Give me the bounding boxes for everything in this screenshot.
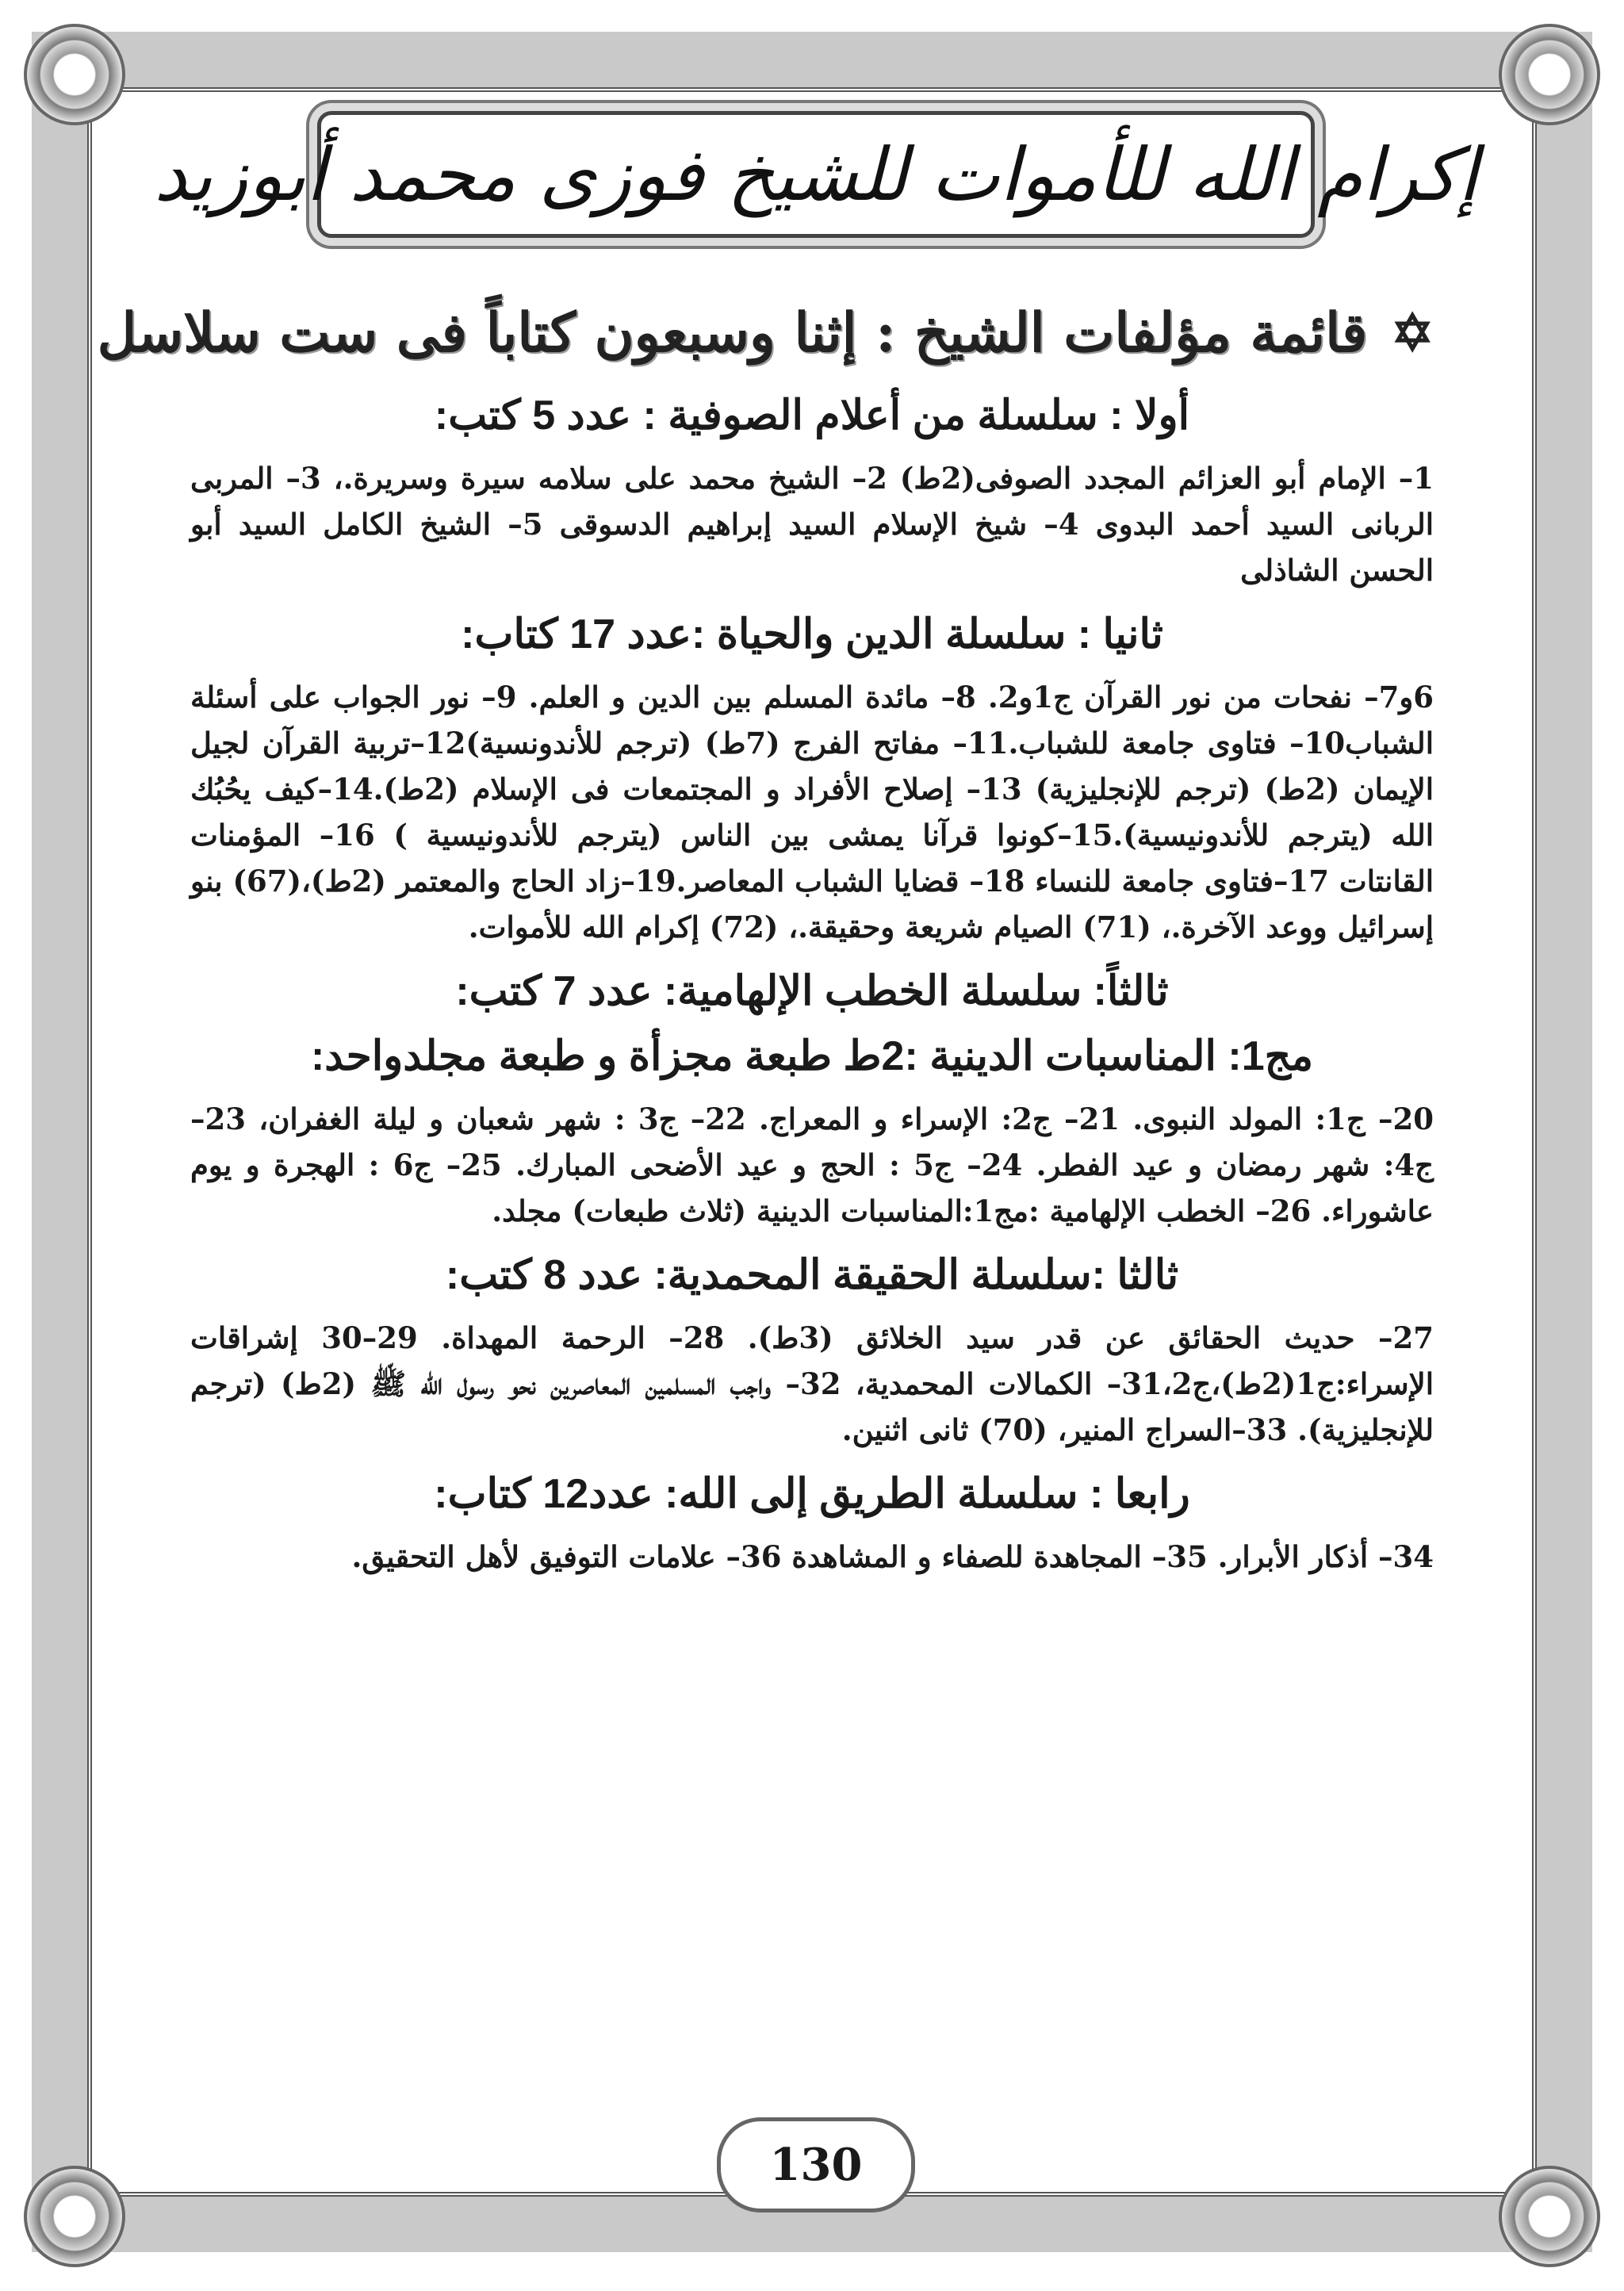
corner-ornament: [1499, 24, 1600, 125]
corner-ornament: [24, 24, 125, 125]
section-paragraph: 27– حديث الحقائق عن قدر سيد الخلائق (3ط). 28– الرحمة المهداة. 29–30 إشراقات الإسراء:ج1(2ط)،ج31،2– الكمالات المحمدية، 32– واجب المسلمين المعاصرين نحو رسول الله ﷺ (2ط) (ترجم للإنجليزية). 33–السراج المنير، (70) ثانى اثنين.: [190, 1320, 1434, 1447]
corner-ornament: [24, 2166, 125, 2267]
section-paragraph: 1– الإمام أبو العزائم المجدد الصوفى(2ط) 2– الشيخ محمد على سلامه سيرة وسريرة.، 3– المربى الربانى السيد أحمد البدوى 4– شيخ الإسلام السيد إبراهيم الدسوقى 5– الشيخ الكامل السيد أبو الحسن الشاذلى: [190, 461, 1434, 588]
section-paragraph: 34– أذكار الأبرار. 35– المجاهدة للصفاء و المشاهدة 36– علامات التوفيق لأهل التحقيق.: [351, 1539, 1434, 1574]
page-content: [97, 301, 1434, 1591]
corner-ornament: [1499, 2166, 1600, 2267]
section-heading: أولا : سلسلة من أعلام الصوفية : عدد 5 كتب:: [434, 393, 1190, 439]
section-heading: رابعا : سلسلة الطريق إلى الله: عدد12 كتاب:: [434, 1471, 1190, 1517]
section-paragraph: 6و7– نفحات من نور القرآن ج1و2. 8– مائدة المسلم بين الدين و العلم. 9– نور الجواب على أسئلة الشباب10– فتاوى جامعة للشباب.11– مفاتح الفرج (7ط) (ترجم للأندونسية)12–تربية القرآن لجيل الإيمان (2ط) (ترجم للإنجليزية) 13– إصلاح الأفراد و المجتمعات فى الإسلام (2ط).14–كيف يحُبُك الله (يترجم للأندونيسية).15–كونوا قرآنا يمشى بين الناس (يترجم للأندونيسية ) 16– المؤمنات القانتات 17–فتاوى جامعة للنساء 18– قضايا الشباب المعاصر.19–زاد الحاج والمعتمر (2ط)،(67) بنو إسرائيل ووعد الآخرة.، (71) الصيام شريعة وحقيقة.، (72) إكرام الله للأموات.: [190, 680, 1434, 944]
page-number: 130: [717, 2117, 915, 2212]
list-title: [97, 301, 1434, 365]
header-banner: [154, 111, 1478, 238]
star-outline-icon: ✡: [1391, 303, 1434, 363]
section-heading: ثانيا : سلسلة الدين والحياة :عدد 17 كتاب:: [461, 611, 1163, 657]
book-title: إكرام الله للأموات للشيخ فوزى محمد أبوزيد: [154, 132, 1478, 217]
list-title-text: قائمة مؤلفات الشيخ : إثنا وسبعون كتاباً فى ست سلاسل: [97, 301, 1368, 365]
section-subheading: مج1: المناسبات الدينية :2ط طبعة مجزأة و طبعة مجلدواحد:: [310, 1033, 1314, 1079]
section-heading: ثالثاً: سلسلة الخطب الإلهامية: عدد 7 كتب:: [455, 968, 1169, 1014]
section-heading: ثالثا :سلسلة الحقيقة المحمدية: عدد 8 كتب:: [445, 1252, 1179, 1298]
section-paragraph: 20– ج1: المولد النبوى. 21– ج2: الإسراء و المعراج. 22– ج3 : شهر شعبان و ليلة الغفران، 23–ج4: شهر رمضان و عيد الفطر. 24– ج5 : الحج و عيد الأضحى المبارك. 25– ج6 : الهجرة و يوم عاشوراء. 26– الخطب الإلهامية :مج1:المناسبات الدينية (ثلاث طبعات) مجلد.: [190, 1101, 1434, 1228]
